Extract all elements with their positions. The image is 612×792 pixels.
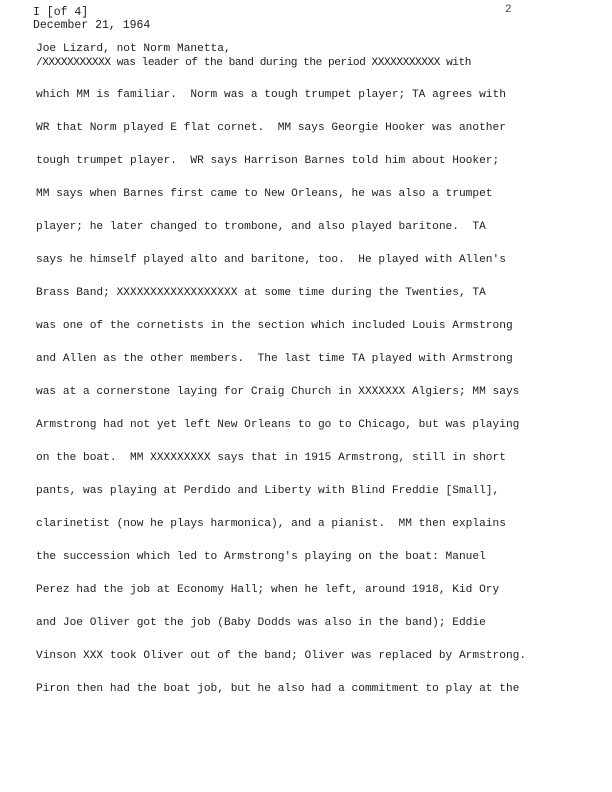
body-line: was at a cornerstone laying for Craig Church in XXXXXXX Algiers; MM says [36, 386, 520, 398]
body-line: MM says when Barnes first came to New Orleans, he was also a trumpet [36, 188, 493, 200]
body-line: Brass Band; XXXXXXXXXXXXXXXXXX at some time during the Twenties, TA [36, 287, 486, 299]
body-line: Armstrong had not yet left New Orleans to go to Chicago, but was playing [36, 419, 520, 431]
body-line: the succession which led to Armstrong's playing on the boat: Manuel [36, 551, 486, 563]
body-line: and Allen as the other members. The last time TA played with Armstrong [36, 353, 513, 365]
body-line: clarinetist (now he plays harmonica), and a pianist. MM then explains [36, 518, 506, 530]
page-reference: I [of 4] [33, 6, 89, 19]
document-date: December 21, 1964 [33, 19, 151, 32]
body-line: and Joe Oliver got the job (Baby Dodds was also in the band); Eddie [36, 617, 486, 629]
body-line: which MM is familiar. Norm was a tough trumpet player; TA agrees with [36, 89, 506, 101]
body-line: tough trumpet player. WR says Harrison Barnes told him about Hooker; [36, 155, 500, 167]
body-line: player; he later changed to trombone, and also played baritone. TA [36, 221, 486, 233]
body-line: pants, was playing at Perdido and Liberty with Blind Freddie [Small], [36, 485, 500, 497]
body-line: WR that Norm played E flat cornet. MM says Georgie Hooker was another [36, 122, 506, 134]
body-line: Joe Lizard, not Norm Manetta, [36, 43, 231, 55]
body-line: Piron then had the boat job, but he also had a commitment to play at the [36, 683, 520, 695]
body-line: was one of the cornetists in the section which included Louis Armstrong [36, 320, 513, 332]
body-line: Vinson XXX took Oliver out of the band; Oliver was replaced by Armstrong. [36, 650, 527, 662]
corner-mark: 2 [505, 4, 512, 16]
body-line: /XXXXXXXXXXX was leader of the band during the period XXXXXXXXXXX with [36, 57, 471, 69]
body-line: Perez had the job at Economy Hall; when he left, around 1918, Kid Ory [36, 584, 500, 596]
body-line: on the boat. MM XXXXXXXXX says that in 1915 Armstrong, still in short [36, 452, 506, 464]
body-line: says he himself played alto and baritone, too. He played with Allen's [36, 254, 506, 266]
